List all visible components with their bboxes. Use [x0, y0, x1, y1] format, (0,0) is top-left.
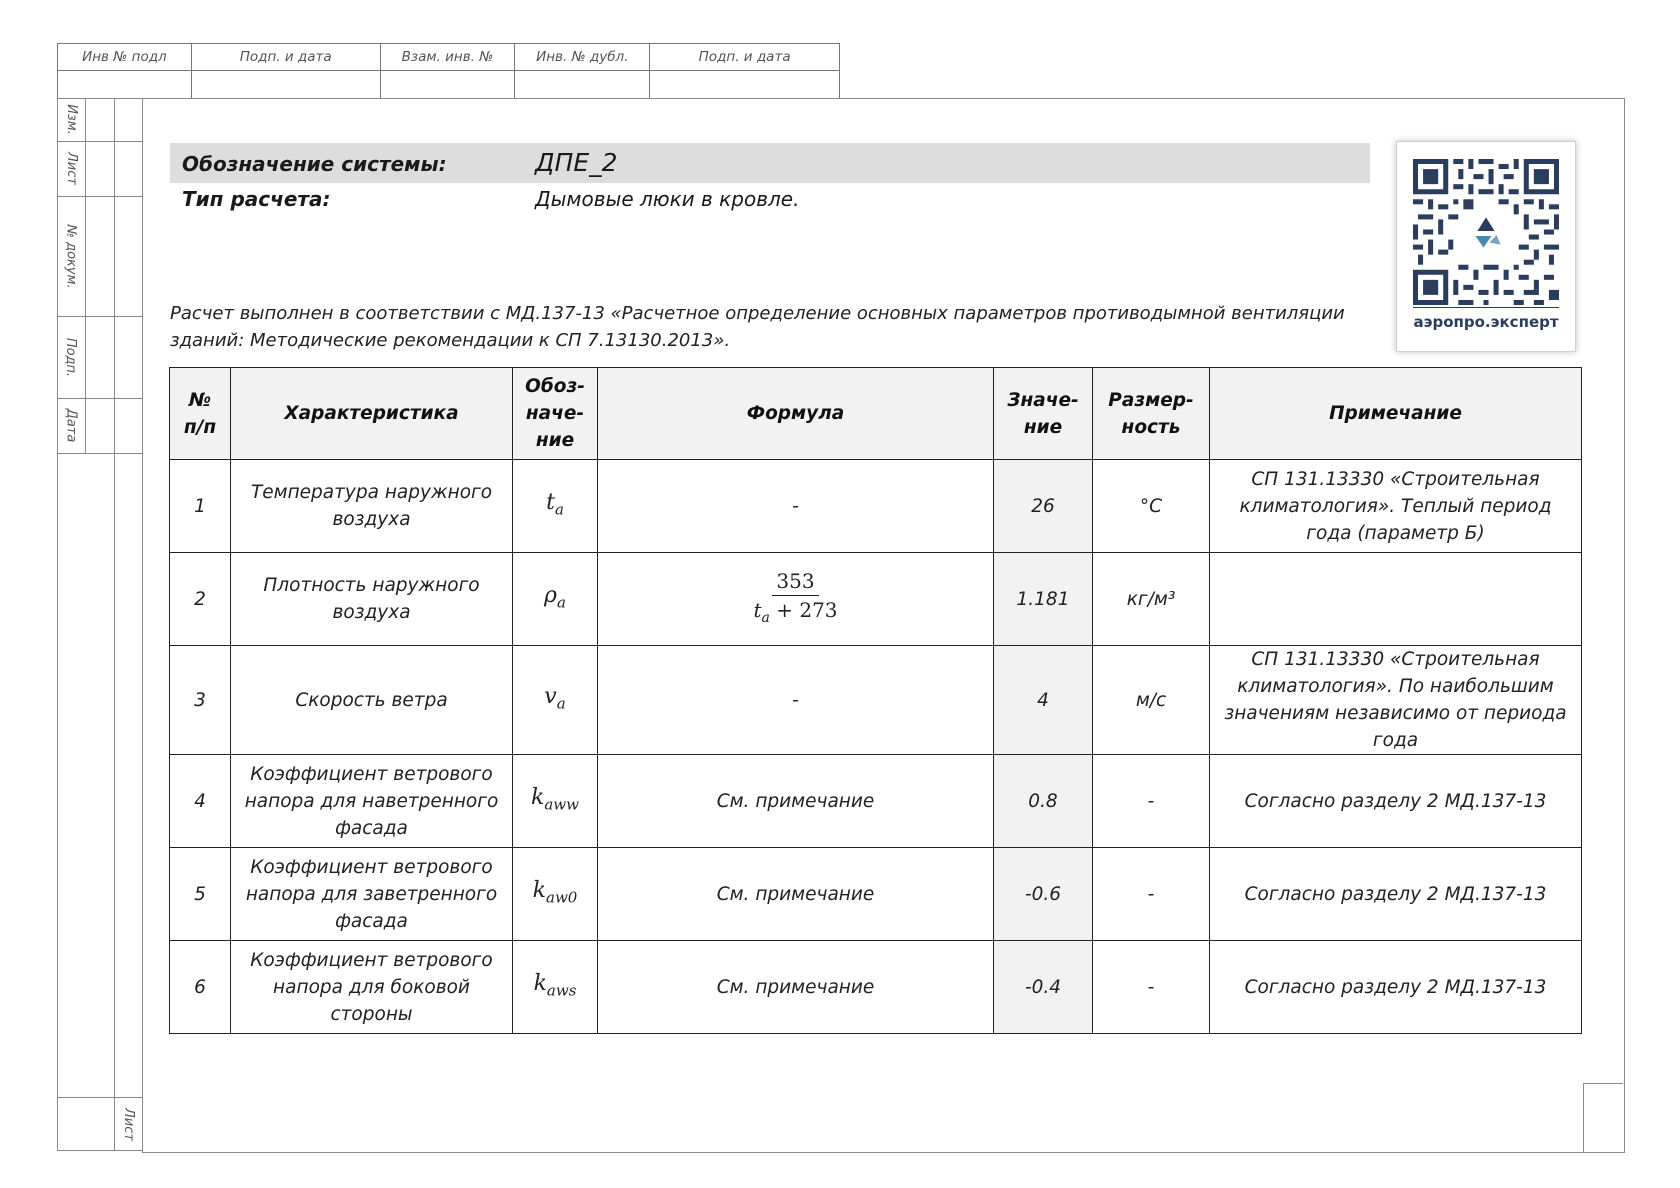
stamp-podp-data-2: Подп. и дата [650, 44, 840, 71]
stamp-label-data: Дата [63, 408, 79, 443]
intro-text: Расчет выполнен в соответствии с МД.137-13 «Расчетное определение основных параметров противодымной вентиляции зданий: Методические рекомендации к СП 7.13130.2013». [170, 303, 1345, 351]
row-dimension: °С [1093, 460, 1210, 553]
col-header-value: Значе-ние [994, 368, 1093, 460]
row-num: 3 [170, 646, 231, 755]
calc-type-value: Дымовые люки в кровле. [535, 187, 800, 211]
stamp-cell-empty [58, 71, 192, 99]
row-symbol: $k_{aw0}$ [513, 848, 598, 941]
row-formula: См. примечание [598, 755, 994, 848]
density-formula [753, 567, 837, 632]
row-symbol: $v_a$ [513, 646, 598, 755]
stamp-cell-empty [380, 71, 515, 99]
row-dimension: - [1093, 848, 1210, 941]
qr-code-card[interactable] [1396, 141, 1576, 352]
stamp-label-podp: Подп. [63, 337, 79, 377]
stamp-label-list: Лист [63, 152, 79, 185]
row-note: Согласно разделу 2 МД.137-13 [1210, 755, 1582, 848]
stamp-label-dokum: № докум. [63, 223, 79, 289]
row-num: 6 [170, 941, 231, 1034]
row-value: -0.4 [994, 941, 1093, 1034]
row-characteristic: Коэффициент ветрового напора для боковой стороны [231, 941, 513, 1034]
col-header-num: № п/п [170, 368, 231, 460]
row-note: Согласно разделу 2 МД.137-13 [1210, 941, 1582, 1034]
stamp-divider [114, 98, 115, 1151]
table-row [170, 848, 1582, 941]
row-characteristic: Коэффициент ветрового напора для наветренного фасада [231, 755, 513, 848]
row-formula: См. примечание [598, 941, 994, 1034]
stamp-label-sheet: Лист [120, 1107, 136, 1141]
system-label: Обозначение системы: [182, 152, 447, 176]
row-note [1210, 553, 1582, 646]
row-num: 5 [170, 848, 231, 941]
table-row [170, 646, 1582, 755]
table-row [170, 553, 1582, 646]
table-row [170, 941, 1582, 1034]
stamp-divider [57, 453, 142, 454]
row-note: Согласно разделу 2 МД.137-13 [1210, 848, 1582, 941]
stamp-podp-data: Подп. и дата [191, 44, 380, 71]
stamp-inv-podl: Инв № подл [58, 44, 192, 71]
qr-label: аэропро.эксперт [1413, 313, 1559, 331]
row-formula: См. примечание [598, 848, 994, 941]
formula-numerator: 353 [772, 567, 818, 596]
row-characteristic: Плотность наружного воздуха [231, 553, 513, 646]
stamp-vzam-inv: Взам. инв. № [380, 44, 515, 71]
row-value: 26 [994, 460, 1093, 553]
stamp-inv-dubl: Инв. № дубл. [515, 44, 650, 71]
system-value: ДПЕ_2 [535, 148, 618, 177]
stamp-cell-empty [515, 71, 650, 99]
row-dimension: - [1093, 941, 1210, 1034]
row-note: СП 131.13330 «Строительная климатология». Теплый период года (параметр Б) [1210, 460, 1582, 553]
row-formula [598, 553, 994, 646]
table-row [170, 755, 1582, 848]
col-header-characteristic: Характеристика [231, 368, 513, 460]
col-header-formula: Формула [598, 368, 994, 460]
row-num: 2 [170, 553, 231, 646]
stamp-cell-empty [650, 71, 840, 99]
row-symbol: $k_{aww}$ [513, 755, 598, 848]
table-header-row [170, 368, 1582, 460]
stamp-divider [85, 98, 86, 453]
row-value: -0.6 [994, 848, 1093, 941]
stamp-label-izm: Изм. [63, 104, 79, 135]
row-symbol: $k_{aws}$ [513, 941, 598, 1034]
row-characteristic: Температура наружного воздуха [231, 460, 513, 553]
col-header-symbol: Обоз-наче-ние [513, 368, 598, 460]
row-num: 1 [170, 460, 231, 553]
row-symbol: $\rho_a$ [513, 553, 598, 646]
row-value: 1.181 [994, 553, 1093, 646]
row-formula: - [598, 460, 994, 553]
col-header-note: Примечание [1210, 368, 1582, 460]
row-dimension: кг/м³ [1093, 553, 1210, 646]
row-dimension: - [1093, 755, 1210, 848]
row-formula: - [598, 646, 994, 755]
row-characteristic: Скорость ветра [231, 646, 513, 755]
row-dimension: м/с [1093, 646, 1210, 755]
calc-type-label: Тип расчета: [182, 187, 331, 211]
row-num: 4 [170, 755, 231, 848]
row-characteristic: Коэффициент ветрового напора для заветренного фасада [231, 848, 513, 941]
col-header-dimension: Размер-ность [1093, 368, 1210, 460]
stamp-cell-empty [191, 71, 380, 99]
calculation-table [169, 367, 1582, 1034]
qr-code-icon [1413, 159, 1559, 305]
qr-divider [1413, 307, 1559, 308]
sheet-number-box [1583, 1083, 1623, 1152]
row-symbol: $t_a$ [513, 460, 598, 553]
formula-denominator: $t_a + 273$ [753, 597, 838, 626]
table-row [170, 460, 1582, 553]
row-value: 0.8 [994, 755, 1093, 848]
row-note: СП 131.13330 «Строительная климатология». По наибольшим значениям независимо от периода года [1210, 646, 1582, 755]
inventory-stamp [57, 43, 840, 99]
row-value: 4 [994, 646, 1093, 755]
